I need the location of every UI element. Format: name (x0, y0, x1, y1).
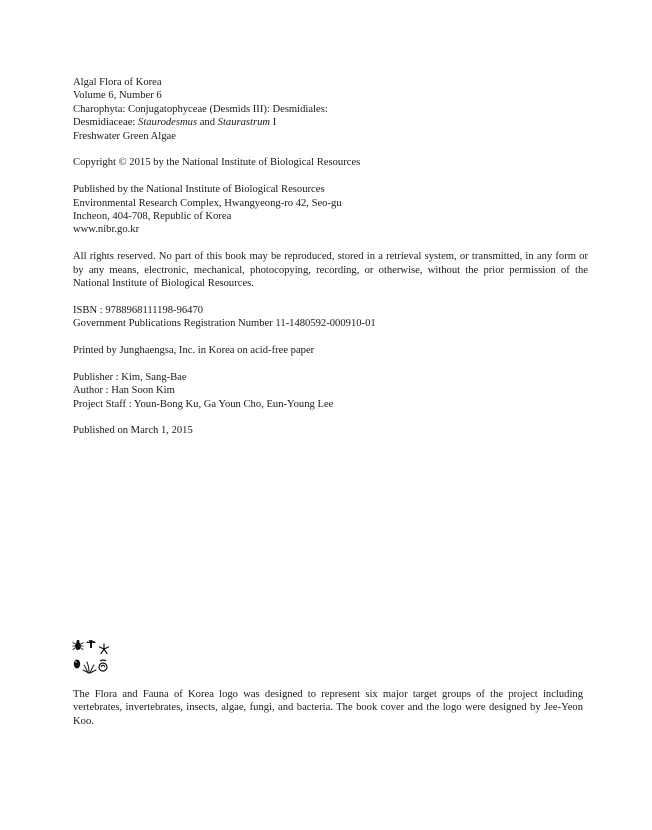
publisher-line-3: Incheon, 404-708, Republic of Korea (73, 211, 232, 223)
publisher-line-1: Published by the National Institute of Biological Resources (73, 184, 325, 196)
book-subtitle: Freshwater Green Algae (73, 130, 176, 142)
author-credit: Author : Han Soon Kim (73, 385, 175, 397)
copyright-block (73, 156, 588, 169)
published-date: Published on March 1, 2015 (73, 425, 193, 437)
series-title: Algal Flora of Korea (73, 77, 162, 88)
and-word: and (197, 117, 218, 129)
publisher-website: www.nibr.go.kr (73, 224, 140, 236)
isbn-block (73, 304, 588, 331)
date-block (73, 424, 588, 437)
logo-beetle-mark (72, 640, 83, 650)
project-staff-credit: Project Staff : Youn-Bong Ku, Ga Youn Cho, Eun-Young Lee (73, 398, 334, 410)
family-prefix: Desmidiaceae: (73, 117, 139, 129)
isbn-line: ISBN : 9788968111198-96470 (73, 304, 204, 316)
family-line (73, 116, 588, 129)
copyright-line: Copyright © 2015 by the National Institute of Biological Resources (73, 157, 361, 169)
book-title-block (73, 76, 588, 143)
volume-number: Volume 6, Number 6 (73, 90, 162, 102)
logo-mushroom-mark (86, 640, 96, 648)
logo-description: The Flora and Fauna of Korea logo was designed to represent six major target groups of the project including vertebrates, invertebrates, insects, algae, fungi, and bacteria. The book cover and the logo were designed by Jee-Yeon Koo. (73, 689, 583, 727)
copyright-page (73, 76, 588, 451)
logo-starfish-mark (100, 644, 109, 654)
rights-block (73, 250, 588, 290)
classification-line: Charophyta: Conjugatophyceae (Desmids III): Desmidiales: (73, 103, 328, 115)
rights-statement: All rights reserved. No part of this book may be reproduced, stored in a retrieval system, or transmitted, in any form or by any means, electronic, mechanical, photocopying, recording, or otherwise, without the prior permission of the National Institute of Biological Resources. (73, 251, 588, 290)
publisher-credit: Publisher : Kim, Sang-Bae (73, 371, 187, 383)
credits-block (73, 371, 588, 411)
logo-algae-mark (83, 662, 96, 673)
printed-line: Printed by Junghaengsa, Inc. in Korea on acid-free paper (73, 345, 315, 357)
logo-fish-mark (74, 660, 80, 669)
publisher-block (73, 183, 588, 237)
genus-staurastrum: Staurastrum (217, 117, 271, 129)
genus-staurodesmus: Staurodesmus (138, 117, 198, 129)
publisher-line-2: Environmental Research Complex, Hwangyeong-ro 42, Seo-gu (73, 197, 342, 209)
flora-fauna-logo-icon (72, 637, 112, 677)
logo-bacteria-mark (99, 660, 107, 671)
registration-number: Government Publications Registration Number 11-1480592-000910-01 (73, 318, 376, 330)
family-suffix: I (270, 117, 277, 129)
printed-block (73, 344, 588, 357)
